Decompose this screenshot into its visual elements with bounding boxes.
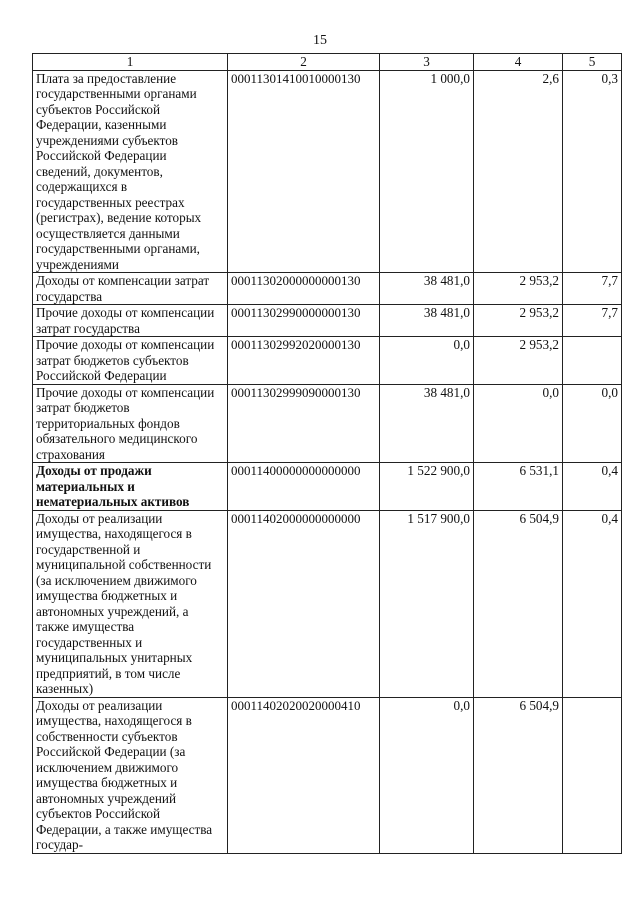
row-code: 00011302990000000130 (228, 305, 380, 337)
row-fact: 6 531,1 (474, 463, 563, 511)
table-row (33, 70, 622, 273)
row-plan: 0,0 (380, 337, 474, 385)
row-code: 00011302992020000130 (228, 337, 380, 385)
page-number: 15 (313, 33, 327, 48)
row-plan: 38 481,0 (380, 305, 474, 337)
table-row (33, 510, 622, 697)
row-plan: 0,0 (380, 697, 474, 853)
row-percent: 0,4 (563, 463, 622, 511)
row-percent: 0,3 (563, 70, 622, 273)
row-percent: 0,4 (563, 510, 622, 697)
column-header-4: 4 (474, 54, 563, 71)
column-number-row (33, 54, 622, 71)
row-name: Доходы от реализации имущества, находящегося в государственной и муниципальной собственности (за исключением движимого имущества бюджетных и автономных учреждений, а также имущества государственных и муниципальных унитарных предприятий, в том числе казенных) (33, 510, 228, 697)
row-plan: 1 000,0 (380, 70, 474, 273)
table-row (33, 384, 622, 463)
row-percent: 7,7 (563, 273, 622, 305)
budget-table (32, 53, 622, 854)
row-fact: 6 504,9 (474, 510, 563, 697)
row-name: Плата за предоставление государственными органами субъектов Российской Федерации, казенными учреждениями субъектов Российской Федерации сведений, документов, содержащихся в государственных реестрах (регистрах), ведение которых осуществляется данными государственными органами, учреждениями (33, 70, 228, 273)
column-header-5: 5 (563, 54, 622, 71)
row-percent: 0,0 (563, 384, 622, 463)
row-percent (563, 697, 622, 853)
row-fact: 2 953,2 (474, 337, 563, 385)
row-name: Прочие доходы от компенсации затрат государства (33, 305, 228, 337)
row-name: Прочие доходы от компенсации затрат бюджетов территориальных фондов обязательного медицинского страхования (33, 384, 228, 463)
table-row (33, 463, 622, 511)
table-row (33, 697, 622, 853)
row-name: Доходы от реализации имущества, находящегося в собственности субъектов Российской Федерации (за исключением движимого имущества бюджетных и автономных учреждений субъектов Российской Федерации, а также имущества государ- (33, 697, 228, 853)
row-percent (563, 337, 622, 385)
column-header-1: 1 (33, 54, 228, 71)
row-code: 00011302999090000130 (228, 384, 380, 463)
row-plan: 38 481,0 (380, 384, 474, 463)
row-fact: 0,0 (474, 384, 563, 463)
row-plan: 1 517 900,0 (380, 510, 474, 697)
row-name: Доходы от компенсации затрат государства (33, 273, 228, 305)
table-row (33, 305, 622, 337)
row-plan: 38 481,0 (380, 273, 474, 305)
table-row (33, 337, 622, 385)
row-code: 00011302000000000130 (228, 273, 380, 305)
column-header-3: 3 (380, 54, 474, 71)
table-row (33, 273, 622, 305)
row-plan: 1 522 900,0 (380, 463, 474, 511)
row-code: 00011400000000000000 (228, 463, 380, 511)
row-fact: 6 504,9 (474, 697, 563, 853)
row-code: 00011402020020000410 (228, 697, 380, 853)
row-code: 00011402000000000000 (228, 510, 380, 697)
row-percent: 7,7 (563, 305, 622, 337)
column-header-2: 2 (228, 54, 380, 71)
row-code: 00011301410010000130 (228, 70, 380, 273)
row-fact: 2,6 (474, 70, 563, 273)
row-fact: 2 953,2 (474, 305, 563, 337)
row-name: Прочие доходы от компенсации затрат бюджетов субъектов Российской Федерации (33, 337, 228, 385)
row-name: Доходы от продажи материальных и нематериальных активов (33, 463, 228, 511)
row-fact: 2 953,2 (474, 273, 563, 305)
